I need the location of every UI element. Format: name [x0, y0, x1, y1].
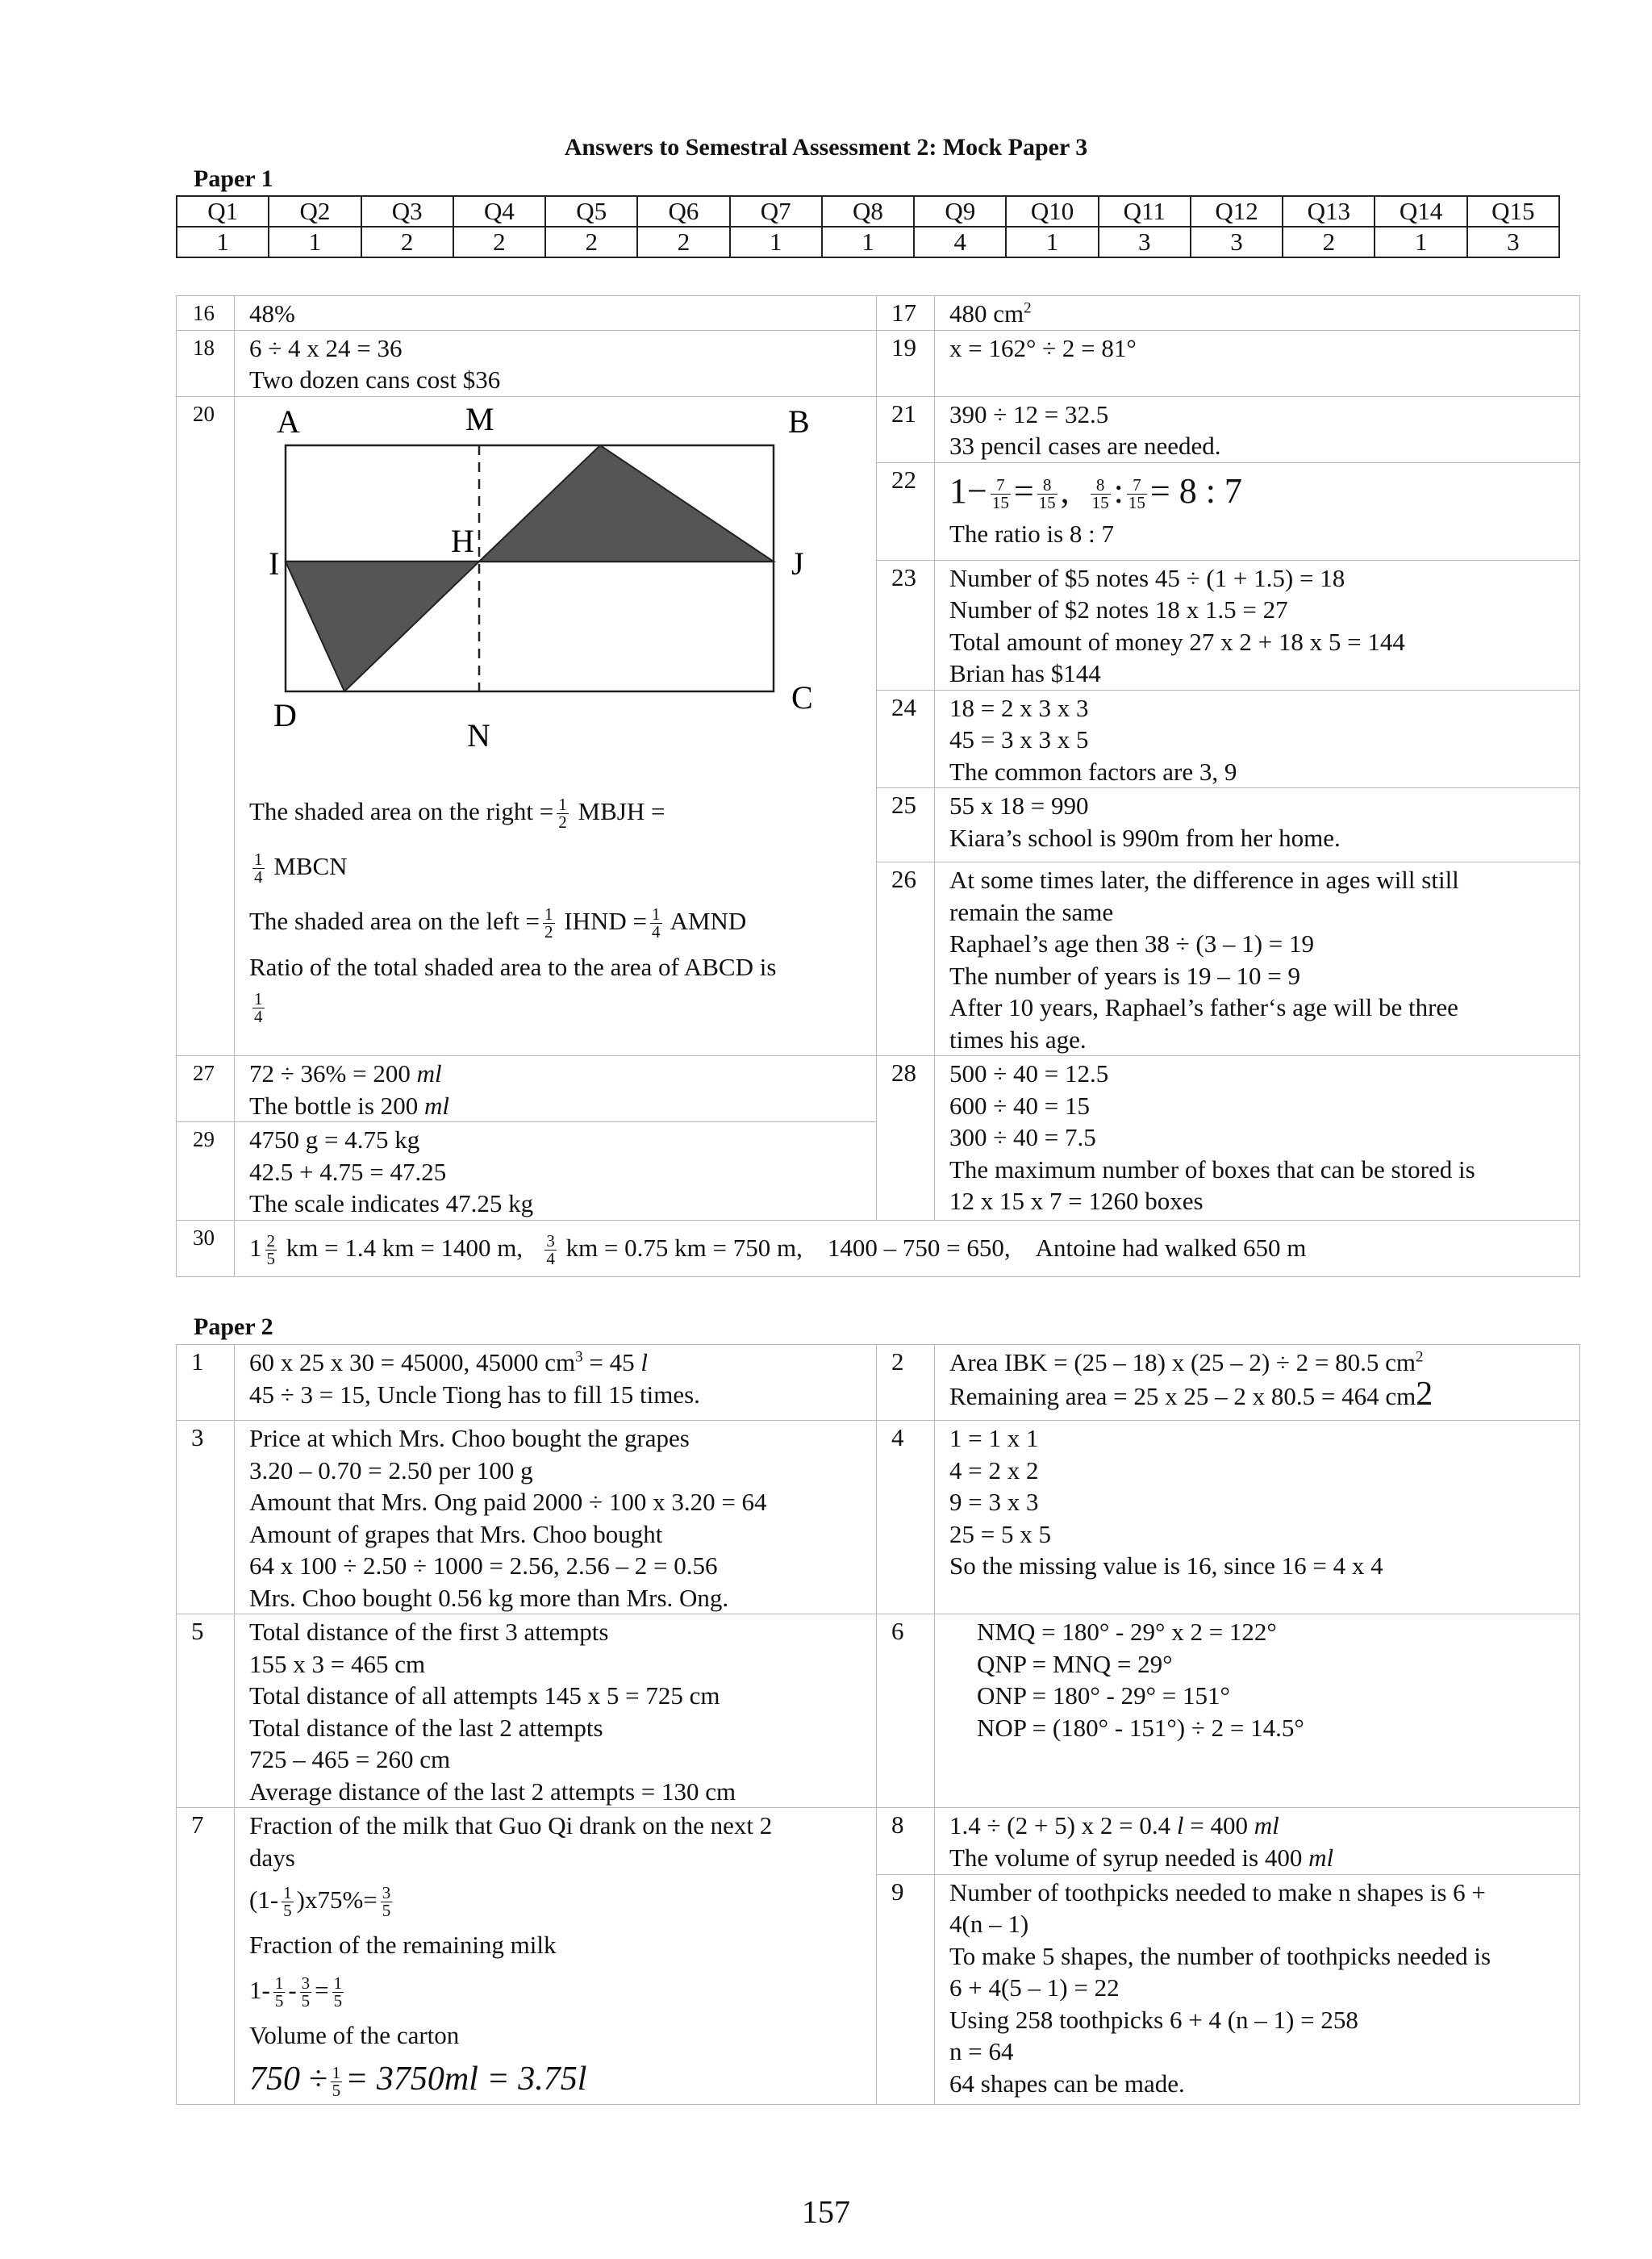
answer-line: 55 x 18 = 990	[949, 791, 1089, 820]
answer-line: 4750 g = 4.75 kg	[249, 1125, 420, 1154]
text: The shaded area on the right =	[249, 796, 554, 825]
denominator: 5	[382, 1901, 391, 1921]
question-number: 19	[877, 330, 935, 396]
answer-line: NOP = (180° - 151°) ÷ 2 = 14.5°	[977, 1713, 1304, 1742]
text: 72 ÷ 36% = 200	[249, 1059, 417, 1088]
answer-line: To make 5 shapes, the number of toothpicks needed is	[949, 1941, 1491, 1970]
fraction	[300, 1975, 312, 2010]
answer-line: times his age.	[949, 1025, 1087, 1054]
answer-text: 480 cm	[949, 299, 1024, 328]
superscript: 2	[1416, 1348, 1424, 1366]
answer-line	[249, 894, 870, 949]
text: 1.4 ÷ (2 + 5) x 2 = 0.4	[949, 1811, 1177, 1839]
text: km = 1.4 km = 1400 m,	[286, 1233, 524, 1262]
mcq-answer: 1	[822, 227, 914, 257]
page-title: Answers to Semestral Assessment 2: Mock Paper 3	[564, 134, 1088, 161]
answer-line: Volume of the carton	[249, 2021, 460, 2049]
text: (1-	[249, 1885, 279, 1914]
fraction	[1127, 474, 1147, 512]
text: km = 0.75 km = 750 m,	[565, 1233, 803, 1262]
answer-q9	[935, 1874, 1580, 2104]
answer-line	[949, 465, 1573, 518]
answer-line: 6 ÷ 4 x 24 = 36	[249, 333, 403, 362]
question-number: 26	[877, 862, 935, 1056]
answer-line: Average distance of the last 2 attempts = 130 cm	[249, 1777, 736, 1806]
table-row	[177, 1614, 1580, 1808]
numerator: 7	[1127, 477, 1147, 495]
answer-q5	[235, 1614, 877, 1808]
question-number: 17	[877, 296, 935, 331]
answer-line: 600 ÷ 40 = 15	[949, 1091, 1090, 1120]
fraction	[331, 2062, 343, 2100]
answer-line	[949, 1842, 1573, 1874]
fraction	[332, 1975, 344, 2010]
rectangle-diagram	[249, 394, 862, 773]
label-N: N	[467, 716, 490, 754]
text: AMND	[670, 906, 747, 935]
mcq-header: Q3	[361, 196, 453, 227]
answer-line: Total distance of all attempts 145 x 5 = 725 cm	[249, 1681, 720, 1710]
fraction	[1037, 474, 1058, 512]
denominator: 5	[274, 1991, 284, 2011]
answer-q25	[935, 788, 1580, 862]
numerator: 1	[333, 1973, 343, 1994]
answer-line: Fraction of the remaining milk	[249, 1931, 557, 1959]
question-number: 25	[877, 788, 935, 862]
superscript: 3	[575, 1348, 583, 1366]
text: 1400 – 750 = 650,	[827, 1233, 1011, 1262]
answer-q19	[935, 330, 1580, 396]
text: =	[1013, 470, 1034, 511]
answer-line: Number of toothpicks needed to make n shapes is 6 +	[949, 1877, 1486, 1906]
answer-line: Fraction of the milk that Guo Qi drank on the next 2	[249, 1811, 773, 1839]
question-number: 22	[877, 462, 935, 560]
answer-q6	[935, 1614, 1580, 1808]
answer-q8	[935, 1808, 1580, 1875]
answer-line: 45 = 3 x 3 x 5	[949, 725, 1089, 754]
answer-line: Mrs. Choo bought 0.56 kg more than Mrs. Ong.	[249, 1583, 729, 1612]
fraction	[282, 1885, 294, 1919]
mcq-header: Q7	[730, 196, 822, 227]
answer-line: Number of $2 notes 18 x 1.5 = 27	[949, 595, 1288, 624]
numerator: 2	[266, 1230, 275, 1251]
answer-line: Total distance of the first 3 attempts	[249, 1618, 609, 1646]
answer-line	[949, 1810, 1573, 1842]
answer-q30	[235, 1220, 1580, 1276]
answer-line: 300 ÷ 40 = 7.5	[949, 1123, 1096, 1151]
text: =	[315, 1976, 329, 2004]
denominator: 15	[991, 492, 1009, 512]
answer-line: Amount that Mrs. Ong paid 2000 ÷ 100 x 3.20 = 64	[249, 1488, 767, 1516]
answer-q4	[935, 1421, 1580, 1614]
answer-line: 25 = 5 x 5	[949, 1519, 1051, 1548]
denominator: 4	[546, 1248, 555, 1268]
question-number: 2	[877, 1345, 935, 1421]
answer-line: The maximum number of boxes that can be stored is	[949, 1155, 1475, 1184]
label-J: J	[791, 545, 804, 582]
mcq-answer: 2	[1283, 227, 1375, 257]
fraction	[273, 1975, 286, 2010]
question-number: 3	[177, 1421, 235, 1614]
text: IHND =	[564, 906, 648, 935]
mcq-answer: 3	[1191, 227, 1283, 257]
unit: l	[1176, 1811, 1184, 1839]
denominator: 15	[1091, 492, 1109, 512]
answer-line: The scale indicates 47.25 kg	[249, 1189, 534, 1217]
mcq-answer: 1	[1006, 227, 1098, 257]
superscript: 2	[1024, 299, 1032, 317]
answer-line: QNP = MNQ = 29°	[977, 1649, 1173, 1678]
answer-line: So the missing value is 16, since 16 = 4 x 4	[949, 1551, 1383, 1580]
numerator: 1	[558, 794, 567, 814]
mcq-answer: 1	[269, 227, 361, 257]
answer-q16	[235, 296, 877, 331]
answer-line: Number of $5 notes 45 ÷ (1 + 1.5) = 18	[949, 563, 1345, 592]
paper2-label: Paper 2	[194, 1313, 273, 1340]
unit: ml	[423, 1091, 449, 1120]
answer-q20	[235, 396, 877, 1056]
answer-line	[249, 1090, 870, 1122]
answer-line: 390 ÷ 12 = 32.5	[949, 399, 1109, 428]
answer-line: 12 x 15 x 7 = 1260 boxes	[949, 1187, 1204, 1215]
denominator: 5	[332, 2080, 341, 2100]
numerator: 1	[332, 2062, 341, 2082]
mcq-header: Q8	[822, 196, 914, 227]
mcq-header: Q15	[1467, 196, 1559, 227]
text: Antoine had walked 650 m	[1035, 1233, 1307, 1262]
answer-line	[949, 1347, 1573, 1379]
mcq-answer: 1	[1375, 227, 1466, 257]
answer-line	[249, 1058, 870, 1090]
answer-q7	[235, 1808, 877, 2105]
answer-line	[249, 839, 870, 894]
question-number: 28	[877, 1056, 935, 1221]
text: The shaded area on the left =	[249, 906, 540, 935]
mcq-answer: 2	[545, 227, 637, 257]
answer-line: The number of years is 19 – 10 = 9	[949, 961, 1301, 990]
question-number: 20	[177, 396, 235, 1056]
denominator: 2	[544, 921, 553, 942]
numerator: 1	[274, 1973, 284, 1994]
question-number: 21	[877, 396, 935, 462]
page-number: 157	[802, 2194, 850, 2230]
mcq-header-row	[177, 196, 1559, 227]
answer-line: 45 ÷ 3 = 15, Uncle Tiong has to fill 15 times.	[249, 1380, 700, 1409]
answer-line	[249, 784, 870, 839]
text: MBCN	[273, 851, 348, 880]
question-number: 8	[877, 1808, 935, 1875]
mcq-header: Q12	[1191, 196, 1283, 227]
text: The bottle is 200	[249, 1091, 424, 1120]
mcq-answer: 1	[177, 227, 269, 257]
mcq-header: Q5	[545, 196, 637, 227]
answer-line: At some times later, the difference in ages will still	[949, 866, 1459, 894]
question-number: 16	[177, 296, 235, 331]
denominator: 5	[301, 1991, 311, 2011]
denominator: 4	[254, 1006, 263, 1026]
numerator: 1	[254, 988, 263, 1008]
denominator: 2	[558, 812, 567, 832]
label-C: C	[791, 679, 813, 716]
answer-line: Raphael’s age then 38 ÷ (3 – 1) = 19	[949, 929, 1315, 958]
answer-line: Using 258 toothpicks 6 + 4 (n – 1) = 258	[949, 2005, 1358, 2034]
answer-text: x = 162° ÷ 2 = 81°	[949, 333, 1137, 362]
answer-q1	[235, 1345, 877, 1421]
question-number: 30	[177, 1220, 235, 1276]
text: 60 x 25 x 30 = 45000, 45000 cm	[249, 1348, 576, 1376]
answer-line: days	[249, 1843, 295, 1872]
question-number: 7	[177, 1808, 235, 2105]
answer-q29	[235, 1122, 877, 1221]
answer-q21	[935, 396, 1580, 462]
numerator: 1	[254, 849, 263, 869]
text: 1−	[949, 470, 987, 511]
mcq-header: Q6	[637, 196, 729, 227]
answer-line: 9 = 3 x 3	[949, 1488, 1039, 1516]
denominator: 15	[1128, 492, 1145, 512]
answer-line: The common factors are 3, 9	[949, 757, 1237, 786]
paper2-answers-table	[176, 1344, 1580, 2105]
table-row	[177, 1345, 1580, 1421]
denominator: 5	[333, 1991, 343, 2011]
answer-q28	[935, 1056, 1580, 1221]
answer-line: 64 shapes can be made.	[949, 2069, 1185, 2098]
mcq-answer: 3	[1099, 227, 1191, 257]
text: = 400	[1183, 1811, 1254, 1839]
question-number: 4	[877, 1421, 935, 1614]
answer-line: 725 – 465 = 260 cm	[249, 1745, 451, 1773]
answer-line: Total amount of money 27 x 2 + 18 x 5 = 144	[949, 627, 1405, 656]
mcq-header: Q1	[177, 196, 269, 227]
answer-q23	[935, 560, 1580, 690]
text: :	[1113, 470, 1124, 511]
answer-line	[249, 1873, 870, 1927]
question-number: 24	[877, 690, 935, 788]
answer-line	[249, 1347, 870, 1379]
table-row	[177, 396, 1580, 462]
table-row	[177, 1056, 1580, 1122]
mcq-header: Q13	[1283, 196, 1375, 227]
answer-line: 4 = 2 x 2	[949, 1455, 1039, 1484]
denominator: 5	[283, 1901, 292, 1921]
text: = 3750ml = 3.75l	[345, 2061, 587, 2098]
table-row	[177, 296, 1580, 331]
label-I: I	[269, 545, 280, 582]
label-H: H	[451, 522, 474, 559]
numerator: 1	[652, 904, 661, 924]
answer-line: Total distance of the last 2 attempts	[249, 1713, 603, 1742]
question-number: 9	[877, 1874, 935, 2104]
answer-line	[249, 1964, 870, 2017]
text: MBJH =	[578, 796, 665, 825]
fraction	[991, 474, 1011, 512]
fraction	[252, 988, 265, 1026]
answer-line: Ratio of the total shaded area to the area of ABCD is	[249, 952, 777, 981]
text: ,	[1060, 470, 1070, 511]
table-row	[177, 1808, 1580, 1875]
mcq-header: Q2	[269, 196, 361, 227]
answer-line	[249, 986, 870, 1026]
label-M: M	[465, 400, 494, 437]
denominator: 5	[266, 1248, 275, 1268]
answer-q26	[935, 862, 1580, 1056]
answer-line: 42.5 + 4.75 = 47.25	[249, 1157, 447, 1186]
mcq-header: Q14	[1375, 196, 1466, 227]
text: )x75%=	[296, 1885, 378, 1914]
mcq-answer: 4	[914, 227, 1006, 257]
fraction	[557, 796, 569, 831]
question-number: 5	[177, 1614, 235, 1808]
text: = 8 : 7	[1149, 470, 1242, 511]
unit: ml	[1308, 1843, 1334, 1872]
answer-q22	[935, 462, 1580, 560]
fraction	[252, 851, 265, 886]
fraction	[381, 1885, 393, 1919]
text: 1	[249, 1233, 262, 1262]
table-row	[177, 1421, 1580, 1614]
numerator: 8	[1091, 477, 1111, 495]
answer-q27	[235, 1056, 877, 1122]
text: 2	[1416, 1375, 1433, 1413]
denominator: 4	[652, 921, 661, 942]
question-number: 6	[877, 1614, 935, 1808]
answer-line: Kiara’s school is 990m from her home.	[949, 823, 1341, 852]
mcq-header: Q9	[914, 196, 1006, 227]
numerator: 1	[544, 904, 553, 924]
mcq-header: Q4	[453, 196, 545, 227]
question-number: 18	[177, 330, 235, 396]
answer-q3	[235, 1421, 877, 1614]
unit: ml	[416, 1059, 442, 1088]
answer-line: Brian has $144	[949, 659, 1101, 687]
mcq-answer: 3	[1467, 227, 1559, 257]
mcq-header: Q10	[1006, 196, 1098, 227]
answer-line: 3.20 – 0.70 = 2.50 per 100 g	[249, 1455, 533, 1484]
question-number: 1	[177, 1345, 235, 1421]
answer-line: 64 x 100 ÷ 2.50 ÷ 1000 = 2.56, 2.56 – 2 = 0.56	[249, 1551, 718, 1580]
numerator: 8	[1037, 477, 1058, 495]
paper1-label: Paper 1	[194, 165, 273, 192]
answer-line: Price at which Mrs. Choo bought the grapes	[249, 1424, 690, 1452]
answer-line: Two dozen cans cost $36	[249, 365, 501, 394]
text: -	[288, 1976, 297, 2004]
fraction	[1091, 474, 1111, 512]
answer-line: n = 64	[949, 2037, 1014, 2066]
text: Remaining area = 25 x 25 – 2 x 80.5 = 464 cm	[949, 1381, 1416, 1410]
answer-q17	[935, 296, 1580, 331]
answer-line: 33 pencil cases are needed.	[949, 432, 1221, 460]
unit: l	[640, 1348, 648, 1376]
question-number: 23	[877, 560, 935, 690]
answer-line: Amount of grapes that Mrs. Choo bought	[249, 1519, 663, 1548]
denominator: 4	[254, 866, 263, 887]
fraction	[650, 906, 662, 941]
answer-line: remain the same	[949, 897, 1114, 926]
answer-line: After 10 years, Raphael’s father‘s age will be three	[949, 993, 1458, 1021]
answer-q24	[935, 690, 1580, 788]
answer-line: NMQ = 180° - 29° x 2 = 122°	[977, 1618, 1277, 1646]
mcq-answer: 2	[637, 227, 729, 257]
text: 750 ÷	[249, 2061, 327, 2098]
text: The volume of syrup needed is 400	[949, 1843, 1309, 1872]
table-row	[177, 1220, 1580, 1276]
fraction	[544, 1230, 557, 1268]
mcq-header: Q11	[1099, 196, 1191, 227]
answer-line: The ratio is 8 : 7	[949, 519, 1115, 548]
mcq-answer: 2	[453, 227, 545, 257]
mcq-answer: 2	[361, 227, 453, 257]
label-D: D	[273, 696, 297, 733]
denominator: 15	[1038, 492, 1056, 512]
label-A: A	[277, 403, 300, 440]
fraction	[265, 1230, 277, 1268]
paper1-answers-table	[176, 295, 1580, 1277]
answer-line: 4(n – 1)	[949, 1910, 1029, 1939]
table-row	[177, 330, 1580, 396]
numerator: 3	[382, 1883, 391, 1903]
unit: ml	[1254, 1811, 1279, 1839]
mcq-answer-row	[177, 227, 1559, 257]
answer-line	[249, 2054, 870, 2104]
numerator: 1	[283, 1883, 292, 1903]
fraction	[543, 906, 555, 941]
answer-line: ONP = 180° - 29° = 151°	[977, 1681, 1230, 1710]
answer-line: 6 + 4(5 – 1) = 22	[949, 1973, 1120, 2002]
text: = 45	[582, 1348, 641, 1376]
question-number: 29	[177, 1122, 235, 1221]
answer-q18	[235, 330, 877, 396]
text: 1-	[249, 1976, 270, 2004]
question-number: 27	[177, 1056, 235, 1122]
paper1-mcq-table	[176, 195, 1560, 258]
answer-line: 500 ÷ 40 = 12.5	[949, 1059, 1109, 1088]
numerator: 3	[301, 1973, 311, 1994]
answer-line	[249, 1222, 1573, 1274]
answer-q2	[935, 1345, 1580, 1421]
answer-line: 18 = 2 x 3 x 3	[949, 693, 1089, 722]
numerator: 3	[546, 1230, 555, 1251]
answer-line: 1 = 1 x 1	[949, 1424, 1039, 1452]
answer-line: 155 x 3 = 465 cm	[249, 1649, 426, 1678]
label-B: B	[788, 403, 810, 440]
answer-text: 48%	[249, 299, 295, 328]
mcq-answer: 1	[730, 227, 822, 257]
answer-line	[949, 1375, 1573, 1413]
text: Area IBK = (25 – 18) x (25 – 2) ÷ 2 = 80.5 cm	[949, 1348, 1416, 1376]
numerator: 7	[991, 477, 1011, 495]
